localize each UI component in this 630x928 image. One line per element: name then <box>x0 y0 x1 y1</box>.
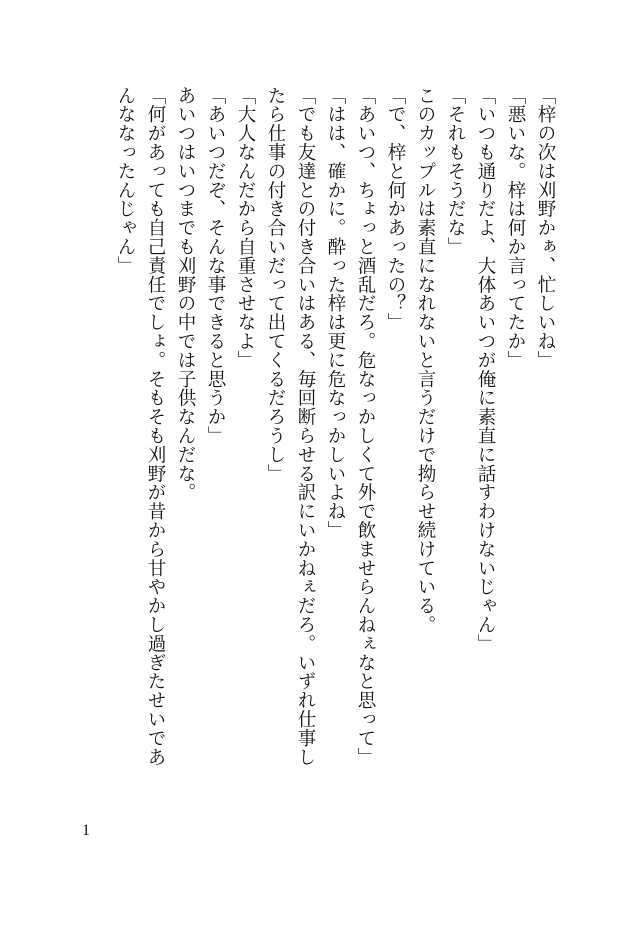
text-line: たら仕事の付き合いだって出てくるだろうし」 <box>265 86 286 483</box>
text-line: 「はは、確かに。酔った梓は更に危なっかしいよね」 <box>325 86 346 540</box>
text-line: 「でも友達との付き合いはある、毎回断らせる訳にいかねぇだろ。いずれ仕事し <box>295 86 316 767</box>
text-line: 「それもそうだな」 <box>445 86 466 257</box>
text-line: あいつはいつまでも刈野の中では子供なんだな。 <box>175 86 196 502</box>
text-line: んななったんじゃん」 <box>115 86 136 275</box>
text-line: 「大人なんだから自重させなよ」 <box>235 86 256 370</box>
text-line: 「いつも通りだよ、大体あいつが俺に素直に話すわけないじゃん」 <box>475 86 496 653</box>
vertical-text-body <box>110 86 560 806</box>
text-line: 「あいつだぞ、そんな事できると思うか」 <box>205 86 226 446</box>
page-number: 1 <box>82 822 90 839</box>
text-line: 「悪いな。梓は何か言ってたか」 <box>505 86 526 370</box>
text-line: 「何があっても自己責任でしょ。そもそも刈野が昔から甘やかし過ぎたせいであ <box>145 86 166 767</box>
text-line: このカップルは素直になれないと言うだけで拗らせ続けている。 <box>415 86 436 635</box>
text-line: 「で、梓と何かあったの？」 <box>385 86 406 332</box>
text-line: 「梓の次は刈野かぁ、忙しいね」 <box>535 86 556 370</box>
text-line: 「あいつ、ちょっと酒乱だろ。危なっかしくて外で飲ませらんねぇなと思って」 <box>355 86 376 767</box>
